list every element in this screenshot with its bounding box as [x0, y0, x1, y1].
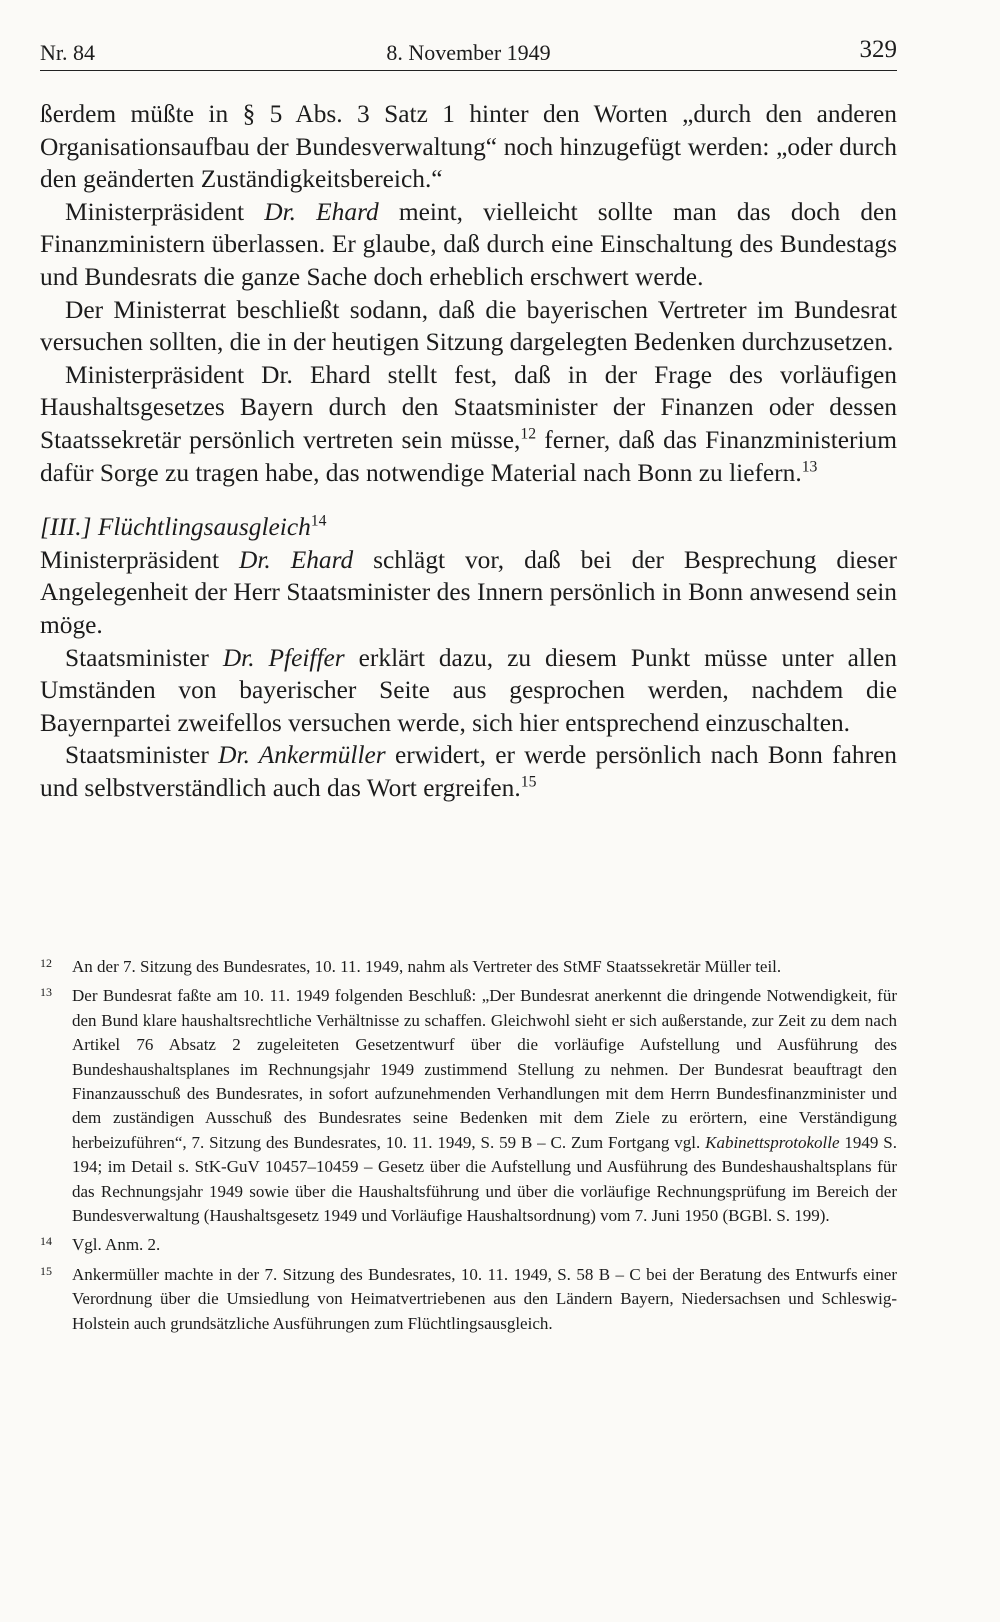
speaker-name: Dr. Ankermüller: [218, 741, 386, 770]
footnote-12: [40, 955, 897, 979]
footnote-number: 15: [40, 1263, 52, 1278]
footnote-text: Der Bundesrat faßte am 10. 11. 1949 folgenden Beschluß: „Der Bundesrat anerkennt die dringende Notwendigkeit, für den Bund klare haushaltsrechtliche Verhältnisse zu schaffen. Gleichwohl sieht er sich außerstande, zur Zeit zu dem nach Artikel 76 Absatz 2 zugeleiteten Gesetzentwurf über die vorläufige Aufstellung und Ausführung des Bundeshaushaltsplanes im Rechnungsjahr 1949 zustimmend Stellung zu nehmen. Der Bundesrat beauftragt den Finanzausschuß des Bundesrates, in sofort aufzunehmenden Verhandlungen mit dem Herrn Bundesfinanzminister und dem zuständigen Ausschuß des Bundesrates seine Bedenken mit dem Ziele zu erörtern, eine Verständigung herbeizuführen“, 7. Sitzung des Bundesrates, 10. 11. 1949, S. 59 B – C. Zum Fortgang vgl. Kabinettsprotokolle 1949 S. 194; im Detail s. StK-GuV 10457–10459 – Gesetz über die Aufstellung und Ausführung des Bundeshaushaltsplans für das Rechnungsjahr 1949 sowie über die Haushaltsführung und über die vorläufige Rechnungsprüfung im Bereich der Bundesverwaltung (Haushaltsgesetz 1949 und Vorläufige Haushaltsordnung) vom 7. Juni 1950 (BGBl. S. 199).: [72, 986, 897, 1226]
speaker-name: Dr. Ehard: [239, 545, 354, 574]
paragraph-2: Ministerpräsident Dr. Ehard meint, vielleicht sollte man das doch den Finanzministern überlassen. Er glaube, daß durch eine Einschaltung des Bundestags und Bundesrats die ganze Sache doch erheblich erschwert werde.: [40, 197, 897, 291]
footnote-ref-14: 14: [310, 512, 327, 530]
footnote-text: An der 7. Sitzung des Bundesrates, 10. 11. 1949, nahm als Vertreter des StMF Staatssekretär Müller teil.: [72, 957, 782, 976]
footnote-14: [40, 1233, 897, 1257]
paragraph-5: Ministerpräsident Dr. Ehard schlägt vor, daß bei der Besprechung dieser Angelegenheit der Herr Staatsminister des Innern persönlich in Bonn anwesend sein möge.: [40, 545, 897, 639]
footnote-number: 12: [40, 956, 52, 970]
footnote-ref-13: 13: [801, 458, 818, 476]
speaker-name: Dr. Pfeiffer: [222, 643, 345, 672]
footnote-number: 13: [40, 985, 52, 1000]
page-number: 329: [859, 36, 897, 63]
header-date: 8. November 1949: [386, 40, 551, 65]
footnote-ref-15: 15: [520, 773, 537, 791]
paragraph-4: Ministerpräsident Dr. Ehard stellt fest, daß in der Frage des vorläufigen Haushaltsgesetzes Bayern durch den Staatsminister der Finanzen oder dessen Staatssekretär persönlich vertreten sein müsse,$^{12}$ ferner, daß das Finanzministerium dafür Sorge zu tragen habe, das notwendige Material nach Bonn zu liefern.$^{13}$: [40, 360, 897, 487]
section-heading: [III.] Flüchtlingsausgleich$^{14}$: [40, 512, 327, 542]
speaker-name: Dr. Ehard: [264, 197, 379, 226]
footnote-ref-12: 12: [520, 425, 537, 443]
footnote-13: [40, 984, 897, 1228]
footnote-number: 14: [40, 1234, 52, 1249]
page-header: [40, 36, 897, 71]
footnote-text: Vgl. Anm. 2.: [72, 1235, 161, 1255]
footnote-15: [40, 1263, 897, 1336]
main-text: [40, 98, 897, 804]
footnote-text: Ankermüller machte in der 7. Sitzung des Bundesrates, 10. 11. 1949, S. 58 B – C bei der Beratung des Entwurfs einer Verordnung über die Umsiedlung von Heimatvertriebenen aus den Ländern Bayern, Niedersachsen und Schleswig-Holstein auch grundsätzliche Ausführungen zum Flüchtlingsausgleich.: [72, 1264, 897, 1333]
paragraph-3: Der Ministerrat beschließt sodann, daß die bayerischen Vertreter im Bundesrat versuchen sollten, die in der heutigen Sitzung dargelegten Bedenken durchzusetzen.: [40, 295, 897, 357]
paragraph-1: ßerdem müßte in § 5 Abs. 3 Satz 1 hinter den Worten „durch den anderen Organisationsaufbau der Bundesverwaltung“ noch hinzugefügt werden: „oder durch den geänderten Zuständigkeitsbereich.“: [40, 100, 897, 194]
paragraph-7: Staatsminister Dr. Ankermüller erwidert, er werde persönlich nach Bonn fahren und selbstverständlich auch das Wort ergreifen.$^{15}$: [40, 741, 898, 802]
footnotes: [40, 955, 897, 1341]
paragraph-6: Staatsminister Dr. Pfeiffer erklärt dazu, zu diesem Punkt müsse unter allen Umständen von bayerischer Seite aus gesprochen werden, nachdem die Bayernpartei zweifellos versuchen werde, sich hier entsprechend einzuschalten.: [40, 643, 897, 737]
document-number: Nr. 84: [40, 40, 95, 65]
